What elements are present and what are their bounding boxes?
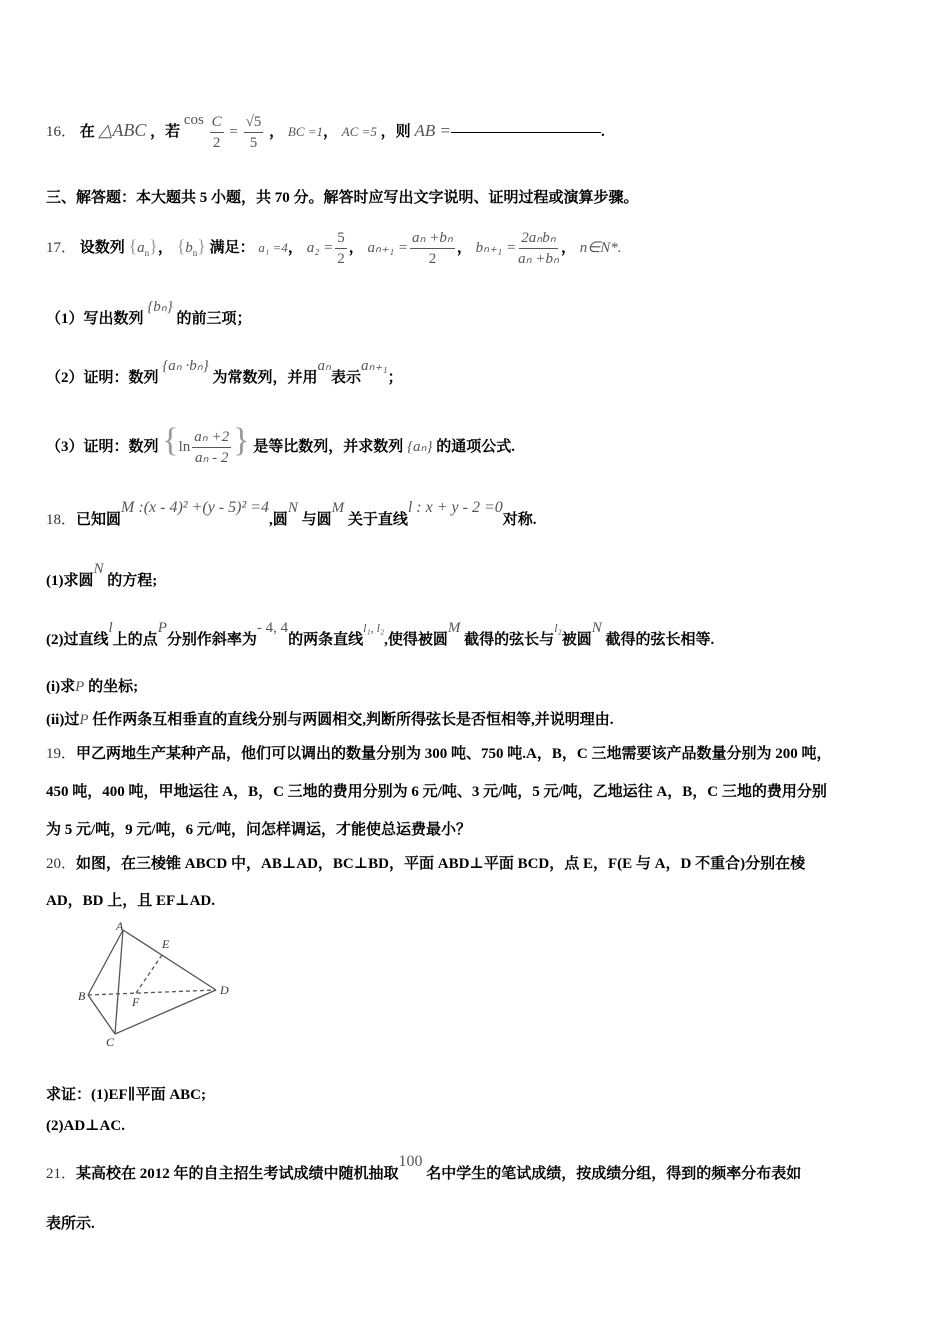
label-a: A bbox=[116, 919, 124, 933]
math-bc: BC =1 bbox=[287, 123, 324, 139]
svg-text:E: E bbox=[162, 937, 170, 951]
svg-text:F: F bbox=[132, 995, 140, 1009]
q18-part-1: (1)求圆N 的方程; bbox=[46, 561, 158, 589]
question-20-line-2: AD，BD 上，且 EF⊥AD. bbox=[46, 893, 215, 909]
math-triangle: △ABC bbox=[98, 119, 147, 140]
question-20: 20．如图，在三棱锥 ABCD 中，AB⊥AD，BC⊥BD，平面 ABD⊥平面 BCD，点 E，F(E 与 A，D 不重合)分别在棱 bbox=[46, 856, 806, 872]
math-n-set: n∈N*. bbox=[579, 239, 622, 256]
math-ab: AB = bbox=[414, 120, 451, 140]
tetrahedron-figure bbox=[70, 918, 250, 1048]
fraction: $\frac{5}{2}$ bbox=[337, 230, 345, 267]
math-b: b bbox=[185, 239, 193, 256]
q18-part-2: (2)过直线l上的点P分别作斜率为- 4, 4的两条直线$^{l_1, l_2}$,使得被圆M 截得的弦长与$^{l_2}$被圆N 截得的弦长相等. bbox=[46, 620, 715, 648]
q18-part-ii: (ii)过P 任作两条互相垂直的直线分别与两圆相交,判断所得弦长是否恒相等,并说明理由. bbox=[46, 712, 614, 728]
q17-part-1: （1）写出数列 {bₙ} 的前三项； bbox=[46, 299, 252, 327]
question-16: 16． 在 △ABC ，若 cos $\frac{C}{2}$ = $\frac{√5}{5}$ ， BC =1， AC =5 ，则 AB = . bbox=[46, 111, 605, 151]
math-a: a bbox=[137, 239, 145, 256]
question-17: 17． 设数列 $\{a_n\}$， $\{b_n\}$ 满足： a₁ =4， a₂ = $\frac{5}{2}$ ， aₙ₊₁ = $\frac{\text{aₙ +bₙ}}{2}$ ， bₙ₊₁ = $\frac{\text{2aₙbₙ}}{\text{aₙ +bₙ}}$ ， n∈N*. bbox=[46, 230, 622, 267]
q18-part-i: (i)求P 的坐标; bbox=[46, 679, 139, 695]
answer-blank[interactable] bbox=[451, 132, 601, 133]
section-heading: 三、解答题：本大题共 5 小题，共 70 分。解答时应写出文字说明、证明过程或演算步骤。 bbox=[46, 190, 639, 206]
question-21: 21．某高校在 2012 年的自主招生考试成绩中随机抽取100 名中学生的笔试成绩，按成绩分组，得到的频率分布表如 bbox=[46, 1153, 802, 1182]
math-an1: aₙ₊₁ = bbox=[367, 239, 409, 256]
question-19-line-2: 450 吨，400 吨，甲地运往 A，B，C 三地的费用分别为 6 元/吨、3 元/吨，5 元/吨，乙地运往 A，B，C 三地的费用分别 bbox=[46, 784, 827, 800]
fraction-sqrt5-over-5: $\frac{√5}{5}$ bbox=[245, 114, 262, 151]
math-a1: a₁ =4 bbox=[258, 239, 288, 255]
question-19-line-3: 为 5 元/吨，9 元/吨，6 元/吨，问怎样调运，才能使总运费最小？ bbox=[46, 822, 472, 838]
fraction-c-over-2: $\frac{C}{2}$ bbox=[211, 114, 222, 151]
math-a2: a₂ = bbox=[306, 239, 334, 256]
text: 在 bbox=[79, 123, 95, 140]
q20-proof-2: (2)AD⊥AC. bbox=[46, 1118, 125, 1134]
q17-part-2: （2）证明：数列 {aₙ ·bₙ} 为常数列，并用aₙ表示aₙ₊₁； bbox=[46, 358, 403, 386]
svg-text:D: D bbox=[220, 983, 229, 997]
question-19: 19．甲乙两地生产某种产品，他们可以调出的数量分别为 300 吨、750 吨.A，B，C 三地需要该产品数量分别为 200 吨， bbox=[46, 746, 832, 762]
question-number: 17． bbox=[46, 239, 77, 256]
math-cos: cos bbox=[183, 111, 204, 128]
text: ，若 bbox=[150, 123, 181, 140]
math-bn1: bₙ₊₁ = bbox=[475, 239, 517, 256]
math-ac: AC =5 bbox=[341, 123, 377, 139]
question-number: 16． bbox=[46, 123, 77, 140]
q17-part-3: （3）证明：数列 {ln $\frac{\text{aₙ +2}}{\text{aₙ - 2}}$ } 是等比数列，并求数列 {aₙ} 的通项公式. bbox=[46, 422, 515, 467]
svg-text:C: C bbox=[106, 1035, 115, 1048]
q20-proof-1: 求证：(1)EF∥平面 ABC; bbox=[46, 1087, 207, 1103]
svg-text:B: B bbox=[78, 989, 86, 1003]
fraction: $\frac{\text{2aₙbₙ}}{\text{aₙ +bₙ}}$ bbox=[518, 230, 559, 267]
text: 满足： bbox=[209, 239, 255, 256]
question-18: 18．已知圆M :(x - 4)² +(y - 5)² =4,圆N 与圆M 关于直线l : x + y - 2 =0对称. bbox=[46, 499, 537, 528]
text: 设数列 bbox=[79, 239, 125, 256]
fraction: $\frac{\text{aₙ +bₙ}}{2}$ bbox=[412, 230, 453, 267]
text: ，则 bbox=[380, 123, 411, 140]
equals: = bbox=[229, 123, 238, 140]
question-21-line-2: 表所示. bbox=[46, 1216, 95, 1232]
